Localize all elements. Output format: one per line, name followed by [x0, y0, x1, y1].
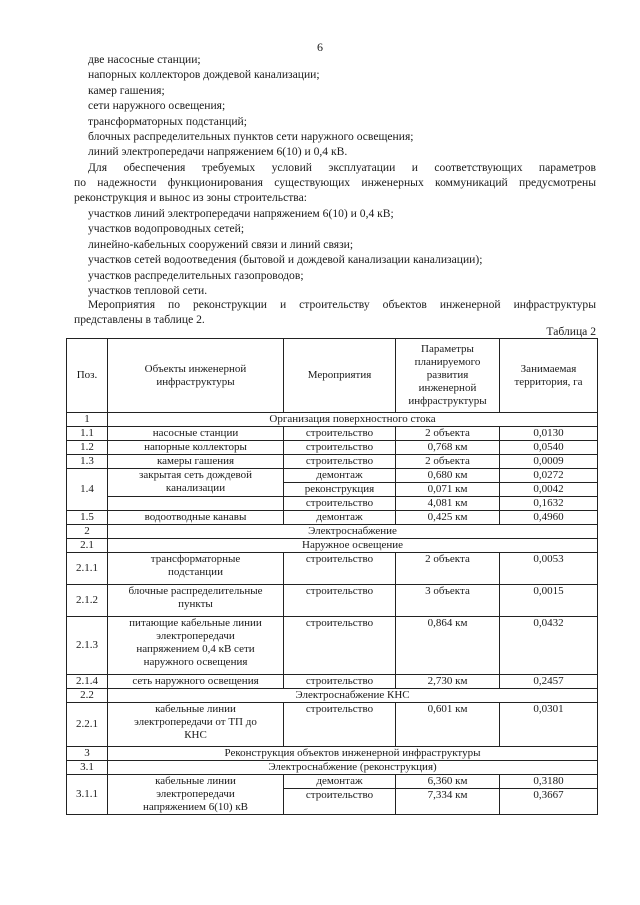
list-item: участков линий электропередачи напряжением 6(10) и 0,4 кВ;: [88, 207, 394, 220]
cell-pos: 1.5: [67, 511, 108, 525]
cell-pos: 1.2: [67, 441, 108, 455]
cell-pos: 3.1.1: [67, 775, 108, 815]
cell-pos: 2.1: [67, 539, 108, 553]
paragraph-2: [74, 297, 596, 328]
section-title: Электроснабжение КНС: [108, 689, 598, 703]
table-caption: Таблица 2: [546, 325, 596, 338]
list-item: две насосные станции;: [88, 53, 201, 66]
table-row: [67, 427, 598, 441]
cell-pos: 1.1: [67, 427, 108, 441]
cell-area: 0,1632: [500, 497, 598, 511]
table-section-row: [67, 689, 598, 703]
cell-object: водоотводные канавы: [108, 511, 284, 525]
cell-object: напорные коллекторы: [108, 441, 284, 455]
cell-params: 2,730 км: [396, 675, 500, 689]
paragraph-line: по надежности функционирования существующих инженерных коммуникаций предусмотрены: [74, 176, 596, 189]
paragraph-line: представлены в таблице 2.: [74, 313, 205, 327]
table-row: [67, 511, 598, 525]
paragraph-line: Для обеспечения требуемых условий эксплуатации и соответствующих параметров: [88, 161, 596, 174]
cell-pos: 2.1.1: [67, 553, 108, 585]
cell-pos: 1: [67, 413, 108, 427]
cell-measure: строительство: [284, 617, 396, 675]
reconstruction-list: [88, 206, 596, 298]
list-item: сети наружного освещения;: [88, 99, 226, 113]
cell-object: насосные станции: [108, 427, 284, 441]
cell-params: 2 объекта: [396, 427, 500, 441]
intro-list: [88, 52, 596, 160]
table-row: [67, 469, 598, 483]
cell-area: 0,0009: [500, 455, 598, 469]
cell-params: 0,601 км: [396, 703, 500, 747]
cell-measure: строительство: [284, 789, 396, 815]
cell-object-empty: [108, 497, 284, 511]
section-title: Реконструкция объектов инженерной инфраструктуры: [108, 747, 598, 761]
section-title: Электроснабжение (реконструкция): [108, 761, 598, 775]
table-row: [67, 497, 598, 511]
cell-pos: 2.1.4: [67, 675, 108, 689]
table-section-row: [67, 761, 598, 775]
section-title: Электроснабжение: [108, 525, 598, 539]
cell-pos: 2.2.1: [67, 703, 108, 747]
cell-pos: 2.2: [67, 689, 108, 703]
cell-area: 0,0042: [500, 483, 598, 497]
cell-measure: строительство: [284, 455, 396, 469]
table-section-row: [67, 413, 598, 427]
list-item: участков сетей водоотведения (бытовой и дождевой канализации канализации);: [88, 253, 483, 267]
list-item: камер гашения;: [88, 83, 165, 97]
cell-object: питающие кабельные линии электропередачи напряжением 0,4 кВ сети наружного освещения: [108, 617, 284, 675]
cell-area: 0,0015: [500, 585, 598, 617]
header-object: Объекты инженерной инфраструктуры: [108, 339, 284, 413]
list-item: участков тепловой сети.: [88, 284, 208, 298]
cell-params: 2 объекта: [396, 553, 500, 585]
cell-object: блочные распределительные пункты: [108, 585, 284, 617]
cell-measure: реконструкция: [284, 483, 396, 497]
table-row: [67, 675, 598, 689]
table-row: [67, 775, 598, 789]
cell-area: 0,0272: [500, 469, 598, 483]
table-row: [67, 703, 598, 747]
list-item: напорных коллекторов дождевой канализации;: [88, 68, 320, 82]
cell-pos: 2: [67, 525, 108, 539]
list-item: трансформаторных подстанций;: [88, 114, 247, 128]
cell-params: 6,360 км: [396, 775, 500, 789]
cell-area: 0,0540: [500, 441, 598, 455]
cell-params: 4,081 км: [396, 497, 500, 511]
table-row: [67, 585, 598, 617]
engineering-infrastructure-table: [66, 338, 598, 815]
cell-measure: демонтаж: [284, 511, 396, 525]
table-row: [67, 455, 598, 469]
cell-pos: 1.3: [67, 455, 108, 469]
cell-area: 0,0130: [500, 427, 598, 441]
list-item: линий электропередачи напряжением 6(10) и 0,4 кВ.: [88, 145, 348, 159]
cell-measure: строительство: [284, 553, 396, 585]
cell-object: камеры гашения: [108, 455, 284, 469]
section-title: Наружное освещение: [108, 539, 598, 553]
cell-area: 0,3180: [500, 775, 598, 789]
cell-params: 2 объекта: [396, 455, 500, 469]
cell-params: 0,071 км: [396, 483, 500, 497]
paragraph-line: Мероприятия по реконструкции и строительству объектов инженерной инфраструктуры: [88, 298, 596, 311]
header-params: Параметры планируемого развития инженерной инфраструктуры: [396, 339, 500, 413]
cell-area: 0,3667: [500, 789, 598, 815]
table-row: [67, 617, 598, 675]
paragraph-line: реконструкция и вынос из зоны строительства:: [74, 191, 307, 205]
cell-pos: 2.1.3: [67, 617, 108, 675]
cell-measure: строительство: [284, 497, 396, 511]
list-item: участков водопроводных сетей;: [88, 222, 245, 236]
cell-measure: демонтаж: [284, 469, 396, 483]
cell-params: 7,334 км: [396, 789, 500, 815]
table-section-row: [67, 747, 598, 761]
cell-measure: строительство: [284, 441, 396, 455]
cell-area: 0,0432: [500, 617, 598, 675]
cell-object: кабельные линии электропередачи от ТП до КНС: [108, 703, 284, 747]
cell-pos: 3: [67, 747, 108, 761]
table-row: [67, 441, 598, 455]
cell-pos: 2.1.2: [67, 585, 108, 617]
page-number: 6: [317, 40, 323, 54]
paragraph-1-cont: [74, 175, 596, 206]
cell-params: 0,864 км: [396, 617, 500, 675]
paragraph-1: [88, 160, 596, 175]
cell-measure: строительство: [284, 427, 396, 441]
cell-measure: строительство: [284, 703, 396, 747]
header-area: Занимаемая территория, га: [500, 339, 598, 413]
cell-object: сеть наружного освещения: [108, 675, 284, 689]
header-measure: Мероприятия: [284, 339, 396, 413]
cell-measure: демонтаж: [284, 775, 396, 789]
cell-params: 0,768 км: [396, 441, 500, 455]
cell-area: 0,0301: [500, 703, 598, 747]
table-section-row: [67, 539, 598, 553]
list-item: блочных распределительных пунктов сети наружного освещения;: [88, 130, 414, 144]
cell-params: 0,680 км: [396, 469, 500, 483]
table-row: [67, 553, 598, 585]
cell-measure: строительство: [284, 675, 396, 689]
cell-pos: 3.1: [67, 761, 108, 775]
cell-pos: 1.4: [67, 469, 108, 511]
table-section-row: [67, 525, 598, 539]
list-item: линейно-кабельных сооружений связи и линий связи;: [88, 237, 354, 251]
list-item: участков распределительных газопроводов;: [88, 268, 304, 282]
cell-params: 0,425 км: [396, 511, 500, 525]
cell-object: кабельные линии электропередачи напряжением 6(10) кВ: [108, 775, 284, 815]
cell-area: 0,4960: [500, 511, 598, 525]
section-title: Организация поверхностного стока: [108, 413, 598, 427]
cell-area: 0,2457: [500, 675, 598, 689]
table-header-row: [67, 339, 598, 413]
cell-params: 3 объекта: [396, 585, 500, 617]
cell-object: закрытая сеть дождевой канализации: [108, 469, 284, 497]
cell-object: трансформаторные подстанции: [108, 553, 284, 585]
header-pos: Поз.: [67, 339, 108, 413]
cell-area: 0,0053: [500, 553, 598, 585]
cell-measure: строительство: [284, 585, 396, 617]
